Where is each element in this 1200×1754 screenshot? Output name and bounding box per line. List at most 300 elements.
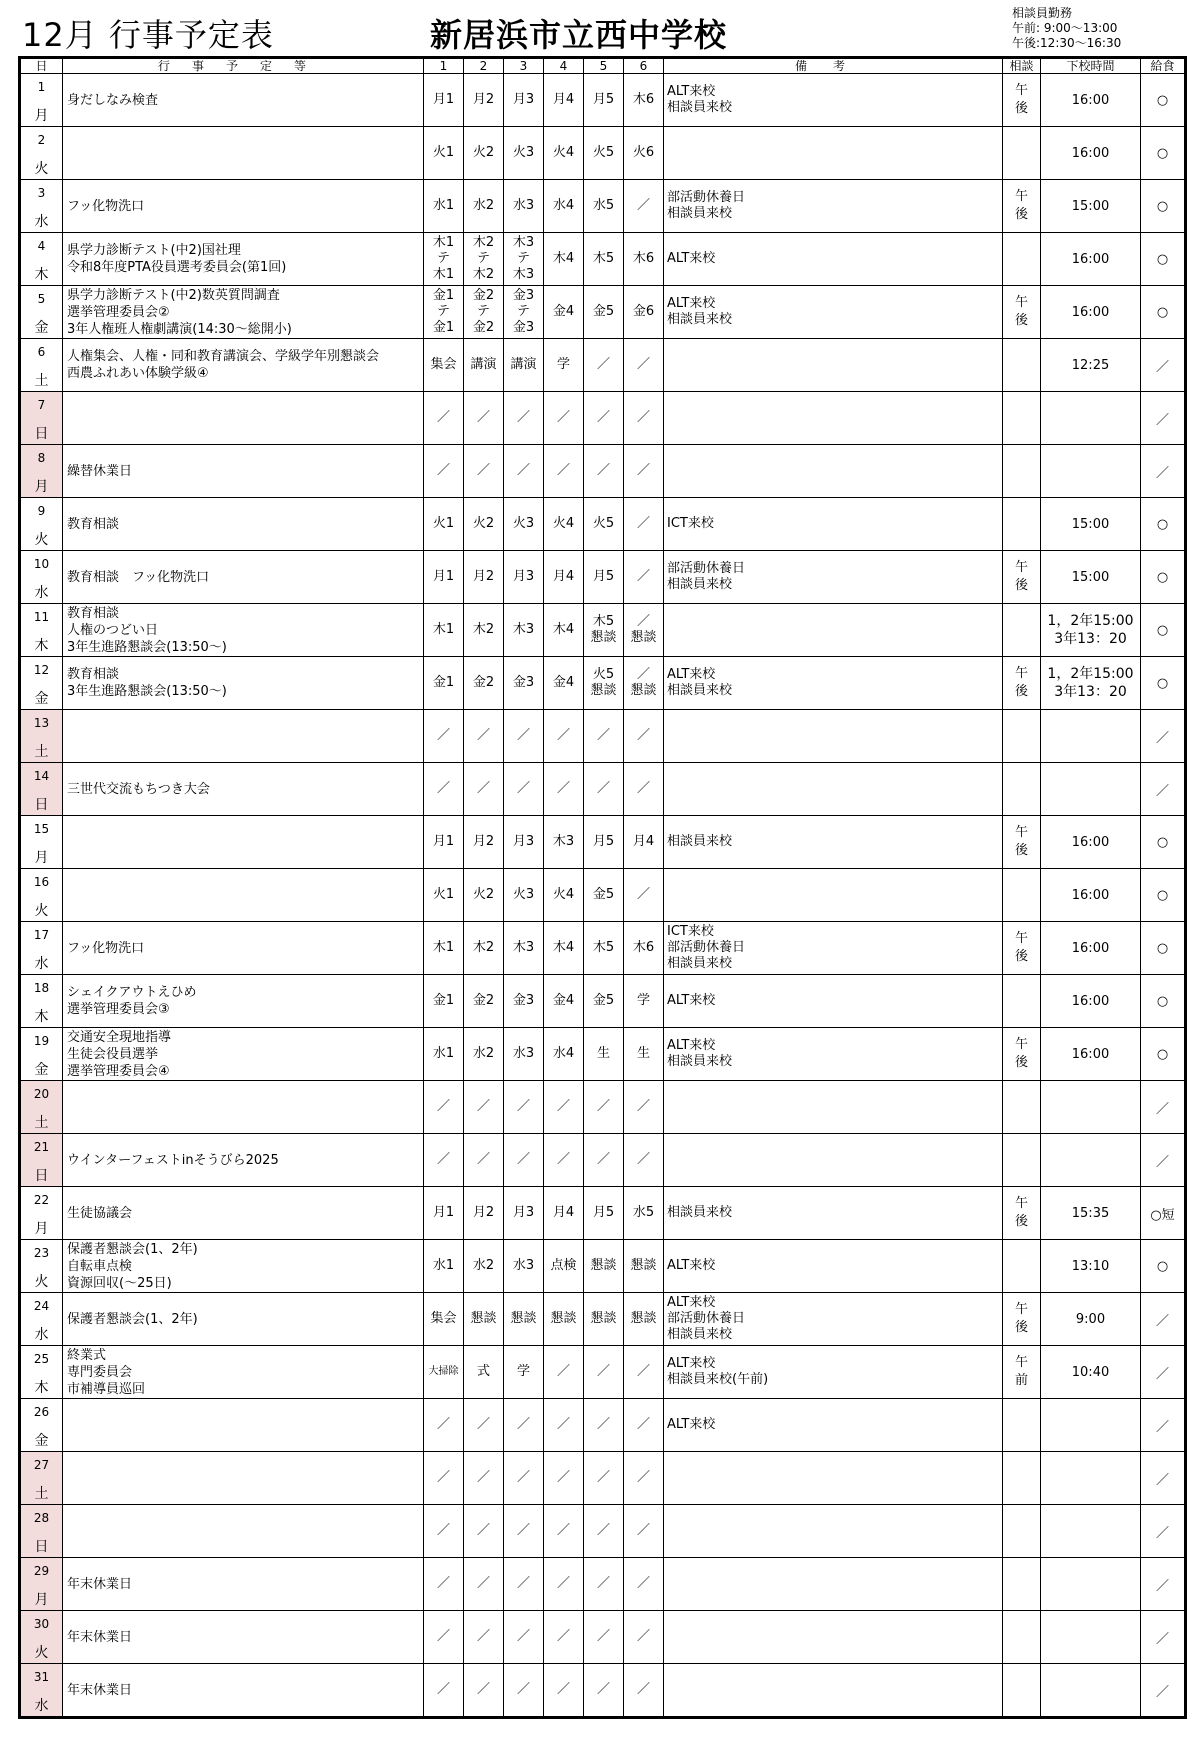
- period-cell: ／: [624, 1134, 664, 1187]
- events-cell: [63, 816, 424, 869]
- period-cell: 月1: [424, 1187, 464, 1240]
- period-cell: ／: [584, 1505, 624, 1558]
- period-cell: 火3: [504, 498, 544, 551]
- weekday: 月: [34, 479, 49, 495]
- day-cell: [20, 1240, 63, 1293]
- sodan-cell: [1003, 975, 1041, 1028]
- period-cell: 月5: [584, 551, 624, 604]
- events-cell: [63, 286, 424, 339]
- dismissal-cell: 16:00: [1041, 869, 1141, 922]
- period-cell: ／: [464, 710, 504, 763]
- events-cell: [63, 1346, 424, 1399]
- day-number: 16: [33, 875, 50, 889]
- event-item: シェイクアウトえひめ: [67, 985, 197, 1000]
- note-item: 部活動休養日: [667, 561, 746, 576]
- period-cell: 金4: [544, 657, 584, 710]
- event-item: 教育相談: [67, 516, 120, 532]
- day-number: 14: [33, 769, 50, 783]
- sodan-cell: [1003, 445, 1041, 498]
- col-lunch: 給食: [1141, 58, 1186, 74]
- period-cell: 月5: [584, 816, 624, 869]
- period-cell: 金1: [424, 657, 464, 710]
- period-cell: ／: [464, 1505, 504, 1558]
- table-row: [20, 286, 1186, 339]
- event-item: 年末休業日: [67, 1576, 133, 1592]
- event-item: 繰替休業日: [67, 463, 133, 479]
- notes-cell: [664, 551, 1003, 604]
- dismissal-cell: [1041, 1664, 1141, 1718]
- day-cell: [20, 339, 63, 392]
- period-cell: ／: [624, 1399, 664, 1452]
- day-number: 15: [33, 822, 50, 836]
- period-cell: 懇談: [624, 1240, 664, 1293]
- notes-cell: [664, 604, 1003, 657]
- period-cell: 月4: [544, 551, 584, 604]
- event-item: 身だしなみ検査: [67, 92, 159, 108]
- day-cell: [20, 1505, 63, 1558]
- period-cell: 月2: [464, 816, 504, 869]
- period-cell: 月3: [504, 551, 544, 604]
- period-cell: 金1 テ 金1: [424, 286, 464, 339]
- sodan-cell: [1003, 604, 1041, 657]
- period-cell: 懇談: [544, 1293, 584, 1346]
- period-cell: ／: [464, 392, 504, 445]
- day-cell: [20, 445, 63, 498]
- period-cell: ／: [504, 1399, 544, 1452]
- period-cell: 月5: [584, 1187, 624, 1240]
- notes-cell: [664, 180, 1003, 233]
- period-cell: 木6: [624, 74, 664, 127]
- period-cell: 火5 懇談: [584, 657, 624, 710]
- notes-cell: [664, 710, 1003, 763]
- day-cell: [20, 1664, 63, 1718]
- period-cell: 水1: [424, 180, 464, 233]
- period-cell: ／: [424, 763, 464, 816]
- event-item: 人権集会、人権・同和教育講演会、学級学年別懇談会: [67, 349, 380, 364]
- period-cell: 金5: [584, 286, 624, 339]
- day-number: 23: [33, 1246, 50, 1260]
- events-cell: [63, 975, 424, 1028]
- sodan-cell: 午 前: [1003, 1346, 1041, 1399]
- day-cell: [20, 1558, 63, 1611]
- notes-cell: [664, 445, 1003, 498]
- period-cell: ／: [504, 763, 544, 816]
- weekday: 金: [34, 1433, 49, 1449]
- period-cell: ／: [624, 1346, 664, 1399]
- event-item: 教育相談 フッ化物洗口: [67, 569, 210, 585]
- weekday: 木: [34, 1380, 49, 1396]
- sodan-cell: [1003, 1558, 1041, 1611]
- sodan-cell: [1003, 1134, 1041, 1187]
- dismissal-cell: 15:00: [1041, 551, 1141, 604]
- lunch-cell: ○: [1141, 657, 1186, 710]
- day-cell: [20, 604, 63, 657]
- lunch-cell: ／: [1141, 710, 1186, 763]
- day-number: 20: [33, 1087, 50, 1101]
- period-cell: 月4: [544, 74, 584, 127]
- period-cell: 火4: [544, 498, 584, 551]
- event-item: 交通安全現地指導: [67, 1029, 172, 1045]
- dismissal-cell: 16:00: [1041, 74, 1141, 127]
- dismissal-cell: [1041, 392, 1141, 445]
- col-period-3: 3: [504, 58, 544, 74]
- note-item: 相談員来校: [667, 956, 733, 971]
- period-cell: ／: [504, 710, 544, 763]
- period-cell: 金3: [504, 975, 544, 1028]
- period-cell: ／: [464, 1558, 504, 1611]
- table-row: [20, 869, 1186, 922]
- period-cell: ／: [624, 1452, 664, 1505]
- period-cell: 木4: [544, 233, 584, 286]
- sodan-cell: 午 後: [1003, 657, 1041, 710]
- weekday: 日: [34, 426, 49, 442]
- period-cell: 水1: [424, 1240, 464, 1293]
- period-cell: 木3: [544, 816, 584, 869]
- period-cell: ／: [544, 1399, 584, 1452]
- period-cell: ／: [504, 1081, 544, 1134]
- period-cell: 月2: [464, 1187, 504, 1240]
- day-number: 28: [33, 1511, 50, 1525]
- notes-cell: [664, 657, 1003, 710]
- counselor-heading: 相談員勤務: [1012, 6, 1073, 20]
- lunch-cell: ○: [1141, 922, 1186, 975]
- period-cell: ／: [584, 1399, 624, 1452]
- period-cell: ／: [504, 1505, 544, 1558]
- notes-cell: [664, 1293, 1003, 1346]
- notes-cell: [664, 1081, 1003, 1134]
- period-cell: ／: [624, 869, 664, 922]
- sodan-cell: [1003, 1081, 1041, 1134]
- lunch-cell: ○: [1141, 975, 1186, 1028]
- period-cell: 火1: [424, 127, 464, 180]
- event-item: 選挙管理委員会②: [67, 304, 170, 320]
- period-cell: 木5: [584, 922, 624, 975]
- dismissal-cell: 9:00: [1041, 1293, 1141, 1346]
- sodan-cell: 午 後: [1003, 1187, 1041, 1240]
- sodan-cell: [1003, 1611, 1041, 1664]
- event-item: 西農ふれあい体験学級④: [67, 366, 209, 381]
- period-cell: ／: [584, 763, 624, 816]
- period-cell: 学: [544, 339, 584, 392]
- events-cell: [63, 1187, 424, 1240]
- notes-cell: [664, 392, 1003, 445]
- period-cell: 火5: [584, 498, 624, 551]
- event-item: 資源回収(～25日): [67, 1275, 172, 1291]
- event-item: 三世代交流もちつき大会: [67, 781, 210, 797]
- note-item: 相談員来校: [667, 577, 733, 592]
- period-cell: ／: [424, 1611, 464, 1664]
- note-item: 相談員来校: [667, 683, 733, 698]
- period-cell: 水5: [624, 1187, 664, 1240]
- period-cell: 大掃除: [424, 1346, 464, 1399]
- period-cell: 金2 テ 金2: [464, 286, 504, 339]
- period-cell: ／: [584, 1664, 624, 1718]
- period-cell: ／: [624, 498, 664, 551]
- note-item: ALT来校: [667, 84, 716, 99]
- period-cell: ／: [544, 445, 584, 498]
- lunch-cell: ○: [1141, 604, 1186, 657]
- lunch-cell: ／: [1141, 1346, 1186, 1399]
- lunch-cell: ／: [1141, 1452, 1186, 1505]
- weekday: 金: [34, 1062, 49, 1078]
- period-cell: 集会: [424, 339, 464, 392]
- note-item: ALT来校: [667, 993, 716, 1008]
- table-row: [20, 1187, 1186, 1240]
- period-cell: 月5: [584, 74, 624, 127]
- lunch-cell: ／: [1141, 392, 1186, 445]
- notes-cell: [664, 763, 1003, 816]
- event-item: フッ化物洗口: [67, 940, 145, 956]
- table-row: [20, 1134, 1186, 1187]
- notes-cell: [664, 975, 1003, 1028]
- event-item: 生徒会役員選挙: [67, 1046, 159, 1062]
- period-cell: 月1: [424, 816, 464, 869]
- event-item: 県学力診断テスト(中2)国社理: [67, 243, 241, 258]
- sodan-cell: [1003, 710, 1041, 763]
- sodan-cell: [1003, 339, 1041, 392]
- period-cell: 木1: [424, 922, 464, 975]
- lunch-cell: ○: [1141, 180, 1186, 233]
- event-item: 人権のつどい日: [67, 622, 159, 638]
- notes-cell: [664, 1240, 1003, 1293]
- table-row: [20, 1028, 1186, 1081]
- period-cell: ／: [504, 1558, 544, 1611]
- period-cell: ／: [464, 1081, 504, 1134]
- period-cell: 金4: [544, 975, 584, 1028]
- page-title: 12月 行事予定表: [22, 16, 274, 54]
- dismissal-cell: 1，2年15:00 3年13：20: [1041, 604, 1141, 657]
- notes-cell: [664, 1399, 1003, 1452]
- notes-cell: [664, 286, 1003, 339]
- period-cell: 懇談: [624, 1293, 664, 1346]
- day-cell: [20, 1187, 63, 1240]
- notes-cell: [664, 922, 1003, 975]
- period-cell: ／: [624, 180, 664, 233]
- period-cell: ／: [424, 1399, 464, 1452]
- period-cell: ／: [584, 1558, 624, 1611]
- note-item: ICT来校: [667, 516, 714, 531]
- note-item: 相談員来校: [667, 1327, 733, 1342]
- period-cell: ／: [504, 1664, 544, 1718]
- col-dismissal: 下校時間: [1041, 58, 1141, 74]
- note-item: ALT来校: [667, 1356, 716, 1371]
- table-row: [20, 551, 1186, 604]
- events-cell: [63, 922, 424, 975]
- day-number: 3: [37, 186, 46, 200]
- period-cell: ／: [464, 1452, 504, 1505]
- day-cell: [20, 922, 63, 975]
- period-cell: 水3: [504, 1240, 544, 1293]
- period-cell: ／: [624, 1081, 664, 1134]
- sodan-cell: 午 後: [1003, 74, 1041, 127]
- period-cell: ／: [624, 1505, 664, 1558]
- period-cell: 金3 テ 金3: [504, 286, 544, 339]
- day-cell: [20, 1346, 63, 1399]
- lunch-cell: ／: [1141, 1134, 1186, 1187]
- weekday: 土: [34, 1486, 49, 1502]
- weekday: 金: [34, 320, 49, 336]
- day-number: 7: [37, 398, 46, 412]
- lunch-cell: ○: [1141, 1028, 1186, 1081]
- day-number: 6: [37, 345, 46, 359]
- period-cell: ／: [584, 710, 624, 763]
- note-item: 相談員来校: [667, 1205, 733, 1220]
- period-cell: ／: [544, 763, 584, 816]
- lunch-cell: ／: [1141, 1293, 1186, 1346]
- day-number: 12: [33, 663, 50, 677]
- sodan-cell: 午 後: [1003, 180, 1041, 233]
- dismissal-cell: 1，2年15:00 3年13：20: [1041, 657, 1141, 710]
- event-item: 年末休業日: [67, 1629, 133, 1645]
- note-item: ALT来校: [667, 1295, 716, 1310]
- period-cell: 水5: [584, 180, 624, 233]
- day-cell: [20, 1134, 63, 1187]
- weekday: 土: [34, 373, 49, 389]
- lunch-cell: ／: [1141, 445, 1186, 498]
- period-cell: 火6: [624, 127, 664, 180]
- sodan-cell: [1003, 1399, 1041, 1452]
- day-number: 19: [33, 1034, 50, 1048]
- table-row: [20, 710, 1186, 763]
- day-cell: [20, 1293, 63, 1346]
- dismissal-cell: [1041, 1399, 1141, 1452]
- period-cell: ／ 懇談: [624, 657, 664, 710]
- lunch-cell: ／: [1141, 763, 1186, 816]
- events-cell: [63, 710, 424, 763]
- day-cell: [20, 1452, 63, 1505]
- weekday: 火: [34, 161, 49, 177]
- col-events: 行事予定等: [63, 58, 424, 74]
- period-cell: 木3 テ 木3: [504, 233, 544, 286]
- day-number: 9: [37, 504, 46, 518]
- sodan-cell: 午 後: [1003, 1293, 1041, 1346]
- weekday: 土: [34, 1115, 49, 1131]
- weekday: 木: [34, 638, 49, 654]
- period-cell: ／: [544, 1452, 584, 1505]
- sodan-cell: 午 後: [1003, 922, 1041, 975]
- day-cell: [20, 710, 63, 763]
- period-cell: ／: [504, 1611, 544, 1664]
- note-item: ICT来校: [667, 924, 714, 939]
- weekday: 水: [34, 1698, 49, 1714]
- day-cell: [20, 1028, 63, 1081]
- sodan-cell: [1003, 1664, 1041, 1718]
- weekday: 水: [34, 956, 49, 972]
- period-cell: 水4: [544, 1028, 584, 1081]
- period-cell: 金5: [584, 975, 624, 1028]
- period-cell: 水3: [504, 180, 544, 233]
- table-row: [20, 498, 1186, 551]
- period-cell: ／: [544, 710, 584, 763]
- period-cell: ／: [464, 1611, 504, 1664]
- sodan-cell: 午 後: [1003, 286, 1041, 339]
- period-cell: 金3: [504, 657, 544, 710]
- period-cell: 火2: [464, 498, 504, 551]
- period-cell: 水2: [464, 1028, 504, 1081]
- event-item: ウインターフェストinそうびら2025: [67, 1152, 279, 1168]
- dismissal-cell: [1041, 1134, 1141, 1187]
- events-cell: [63, 657, 424, 710]
- period-cell: 懇談: [584, 1293, 624, 1346]
- period-cell: ／: [424, 1558, 464, 1611]
- table-row: [20, 1452, 1186, 1505]
- weekday: 日: [34, 1539, 49, 1555]
- note-item: 相談員来校: [667, 100, 733, 115]
- day-cell: [20, 180, 63, 233]
- period-cell: ／: [504, 445, 544, 498]
- events-cell: [63, 604, 424, 657]
- day-number: 13: [33, 716, 50, 730]
- period-cell: 金1: [424, 975, 464, 1028]
- sodan-cell: [1003, 127, 1041, 180]
- period-cell: ／: [464, 1134, 504, 1187]
- counselor-hours: [1012, 6, 1121, 51]
- period-cell: 集会: [424, 1293, 464, 1346]
- col-period-5: 5: [584, 58, 624, 74]
- period-cell: 木5 懇談: [584, 604, 624, 657]
- table-row: [20, 180, 1186, 233]
- period-cell: 木2: [464, 922, 504, 975]
- period-cell: ／: [464, 763, 504, 816]
- period-cell: ／: [584, 1346, 624, 1399]
- weekday: 火: [34, 1274, 49, 1290]
- day-number: 29: [33, 1564, 50, 1578]
- event-item: 3年人権班人権劇講演(14:30～総開小): [67, 321, 292, 337]
- sodan-cell: [1003, 1240, 1041, 1293]
- period-cell: ／: [424, 710, 464, 763]
- table-row: [20, 1240, 1186, 1293]
- period-cell: 木4: [544, 604, 584, 657]
- schedule-table: [18, 56, 1187, 1719]
- event-item: 3年生進路懇談会(13:50～): [67, 684, 227, 699]
- note-item: ALT来校: [667, 251, 716, 266]
- dismissal-cell: 16:00: [1041, 922, 1141, 975]
- period-cell: 懇談: [504, 1293, 544, 1346]
- table-row: [20, 445, 1186, 498]
- table-row: [20, 1611, 1186, 1664]
- counselor-morning: 午前: 9:00～13:00: [1012, 21, 1118, 35]
- period-cell: 月4: [624, 816, 664, 869]
- note-item: ALT来校: [667, 1417, 716, 1432]
- period-cell: ／: [544, 392, 584, 445]
- period-cell: 月3: [504, 1187, 544, 1240]
- day-cell: [20, 127, 63, 180]
- period-cell: ／: [544, 1081, 584, 1134]
- events-cell: [63, 1558, 424, 1611]
- lunch-cell: ○: [1141, 551, 1186, 604]
- note-item: ALT来校: [667, 667, 716, 682]
- period-cell: 木2 テ 木2: [464, 233, 504, 286]
- period-cell: 生: [584, 1028, 624, 1081]
- period-cell: 金4: [544, 286, 584, 339]
- period-cell: ／: [504, 392, 544, 445]
- col-notes: 備考: [664, 58, 1003, 74]
- lunch-cell: ○: [1141, 816, 1186, 869]
- table-row: [20, 1664, 1186, 1718]
- sodan-cell: 午 後: [1003, 1028, 1041, 1081]
- lunch-cell: ／: [1141, 339, 1186, 392]
- col-sodan: 相談: [1003, 58, 1041, 74]
- col-period-6: 6: [624, 58, 664, 74]
- day-number: 8: [37, 451, 46, 465]
- day-cell: [20, 233, 63, 286]
- lunch-cell: ○: [1141, 74, 1186, 127]
- note-item: 部活動休養日: [667, 1311, 746, 1326]
- period-cell: 火4: [544, 127, 584, 180]
- notes-cell: [664, 1611, 1003, 1664]
- event-item: フッ化物洗口: [67, 198, 145, 214]
- day-cell: [20, 763, 63, 816]
